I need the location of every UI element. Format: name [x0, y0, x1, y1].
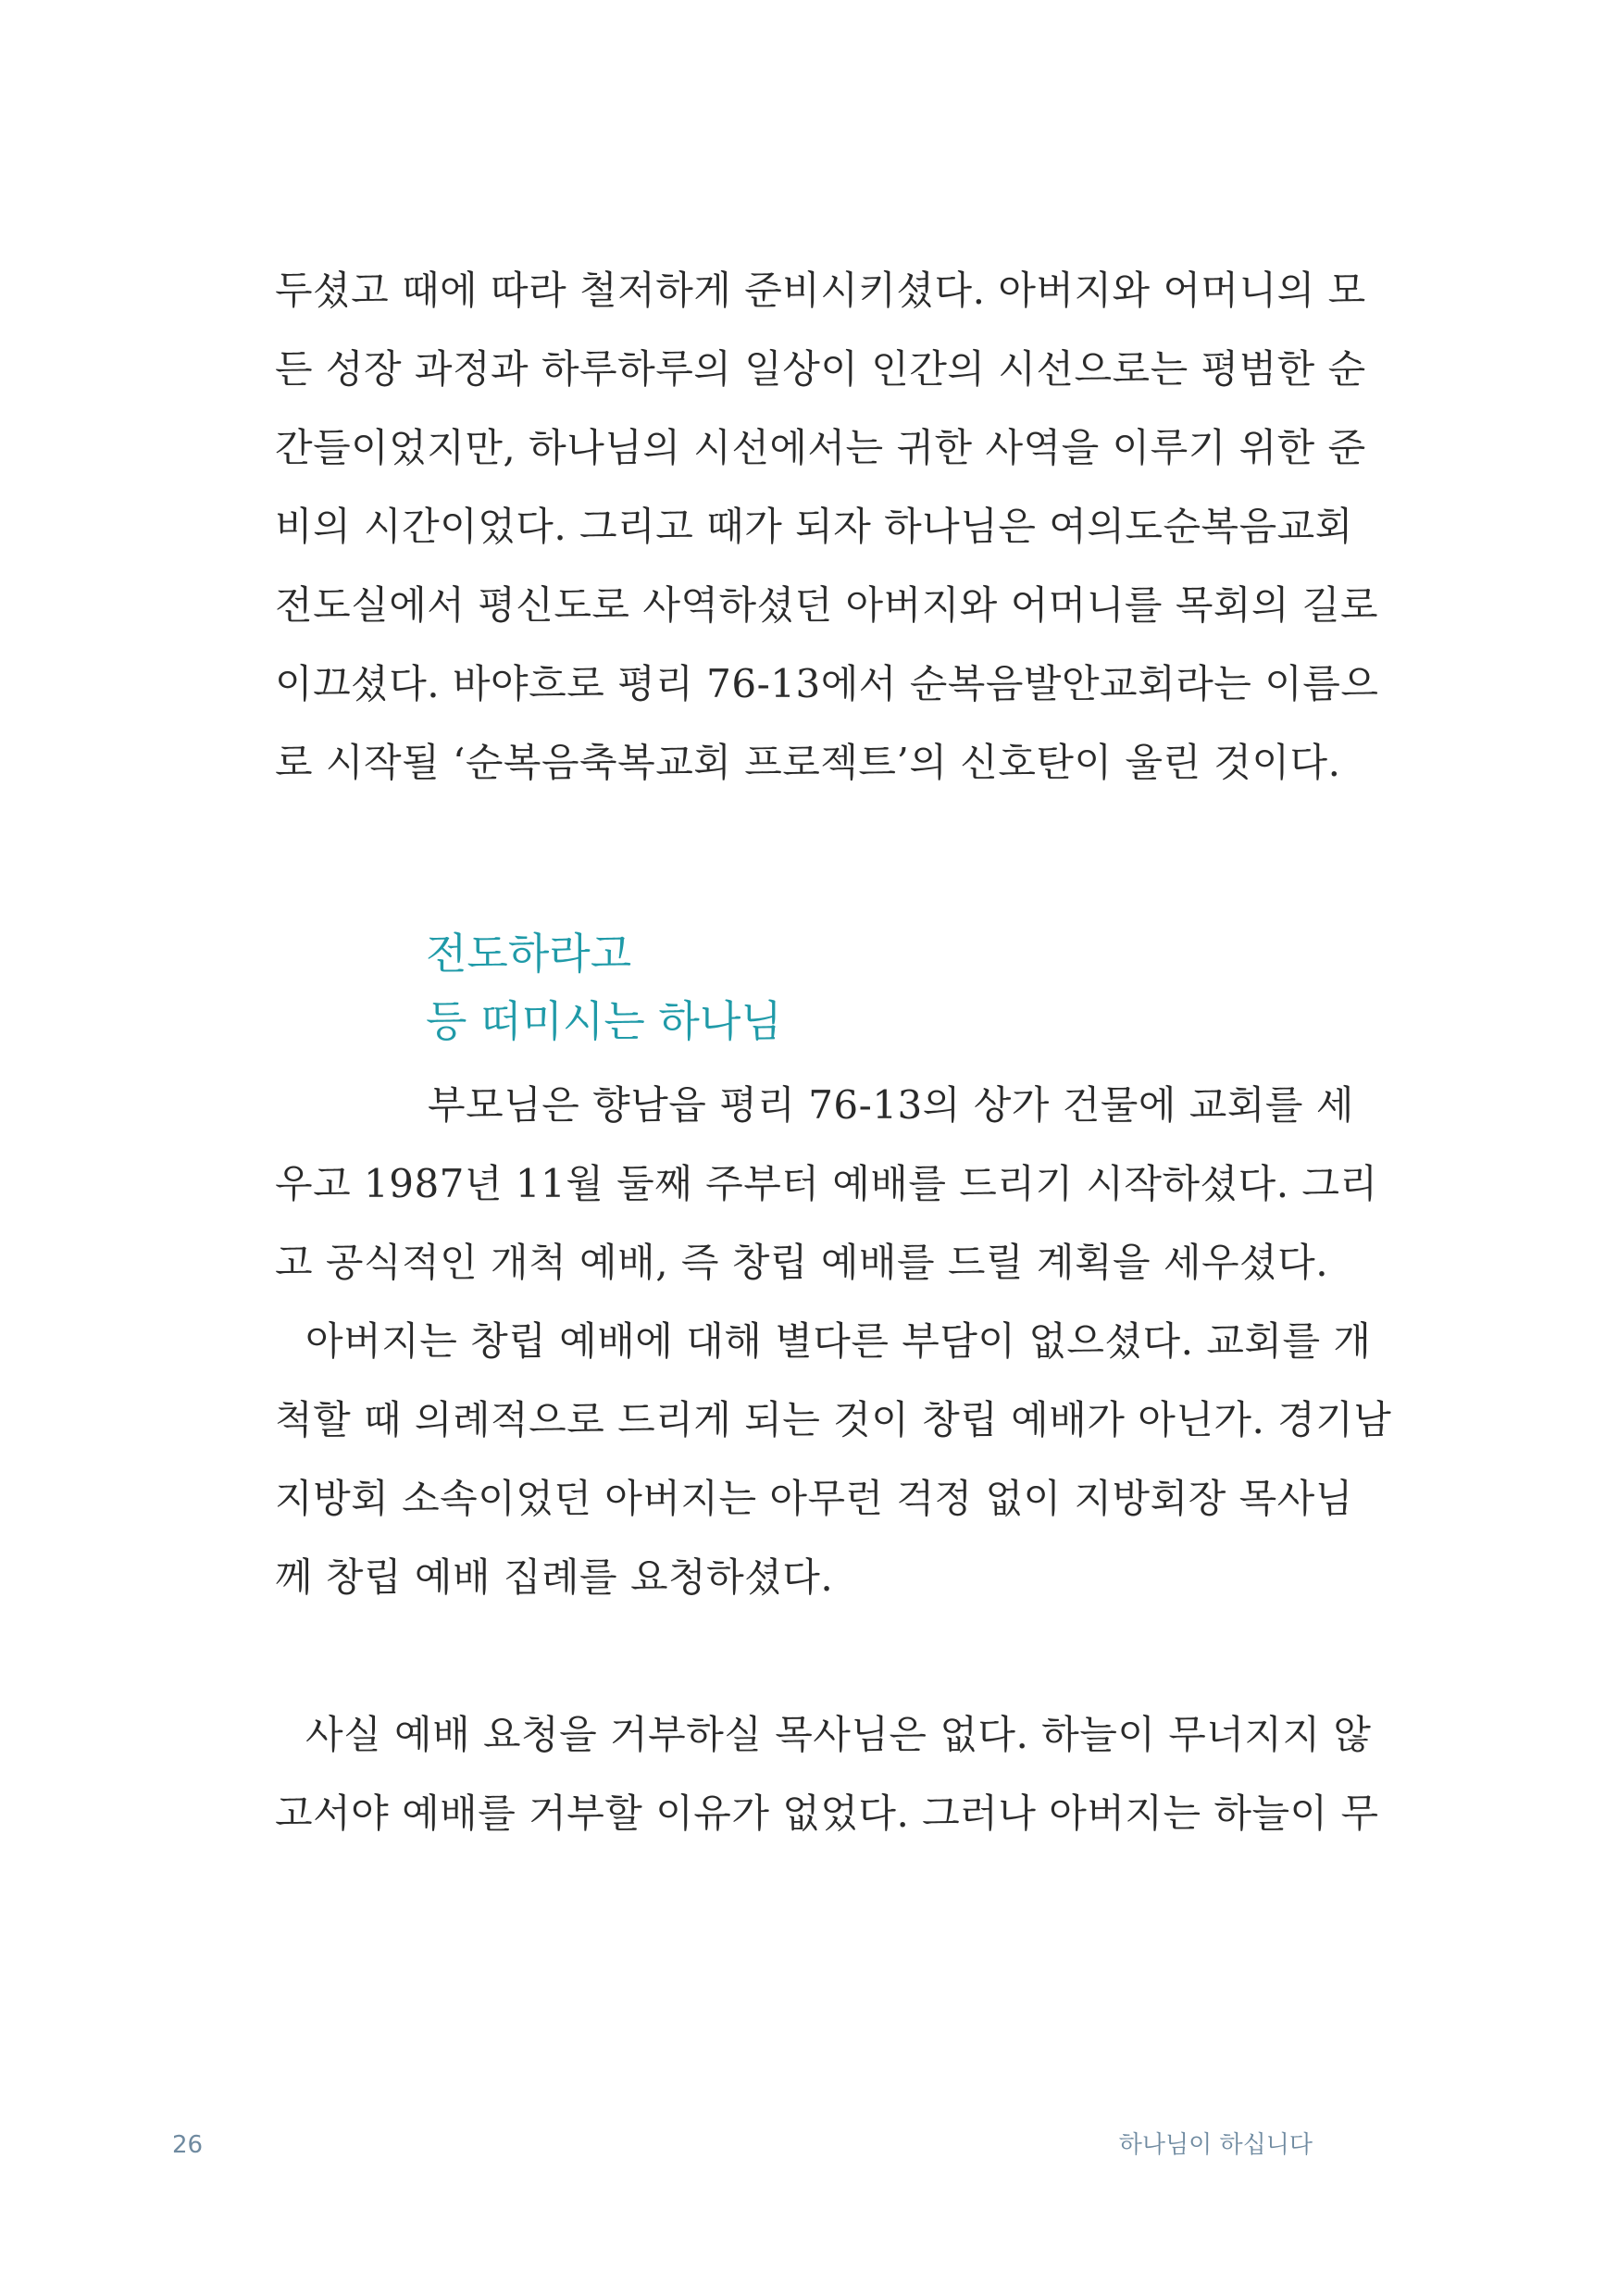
- body-line: 척할 때 의례적으로 드리게 되는 것이 창립 예배가 아닌가. 경기남: [275, 1397, 1392, 1442]
- body-line: 고 공식적인 개척 예배, 즉 창립 예배를 드릴 계획을 세우셨다.: [275, 1240, 1329, 1285]
- body-line: 든 성장 과정과 하루하루의 일상이 인간의 시선으로는 평범한 순: [275, 346, 1366, 392]
- page-number: 26: [172, 2131, 204, 2159]
- body-line: 사실 예배 요청을 거부하실 목사님은 없다. 하늘이 무너지지 않: [305, 1712, 1372, 1757]
- body-line: 아버지는 창립 예배에 대해 별다른 부담이 없으셨다. 교회를 개: [305, 1318, 1372, 1364]
- body-line: 전도실에서 평신도로 사역하셨던 아버지와 어머니를 목회의 길로: [275, 582, 1379, 628]
- body-line: 로 시작될 ‘순복음축복교회 프로젝트’의 신호탄이 울린 것이다.: [275, 740, 1341, 785]
- body-line: 우고 1987년 11월 둘째 주부터 예배를 드리기 시작하셨다. 그리: [275, 1161, 1378, 1206]
- body-line: 고서야 예배를 거부할 이유가 없었다. 그러나 아버지는 하늘이 무: [275, 1791, 1379, 1836]
- body-line: 이끄셨다. 바야흐로 평리 76-13에서 순복음발안교회라는 이름으: [275, 661, 1379, 706]
- section-heading-line1: 전도하라고: [426, 929, 632, 979]
- body-line: 부모님은 향남읍 평리 76-13의 상가 건물에 교회를 세: [428, 1082, 1354, 1128]
- section-heading-line2: 등 떠미시는 하나님: [426, 996, 782, 1046]
- body-line: 지방회 소속이었던 아버지는 아무런 걱정 없이 지방회장 목사님: [275, 1476, 1353, 1521]
- body-line: 비의 시간이었다. 그리고 때가 되자 하나님은 여의도순복음교회: [275, 504, 1353, 549]
- body-line: 께 창립 예배 집례를 요청하셨다.: [275, 1554, 834, 1600]
- body-line: 두셨고 때에 따라 철저하게 준비시키셨다. 아버지와 어머니의 모: [275, 268, 1366, 313]
- body-line: 간들이었지만, 하나님의 시선에서는 귀한 사역을 이루기 위한 준: [275, 425, 1366, 470]
- running-footer-title: 하나님이 하십니다: [1118, 2131, 1313, 2159]
